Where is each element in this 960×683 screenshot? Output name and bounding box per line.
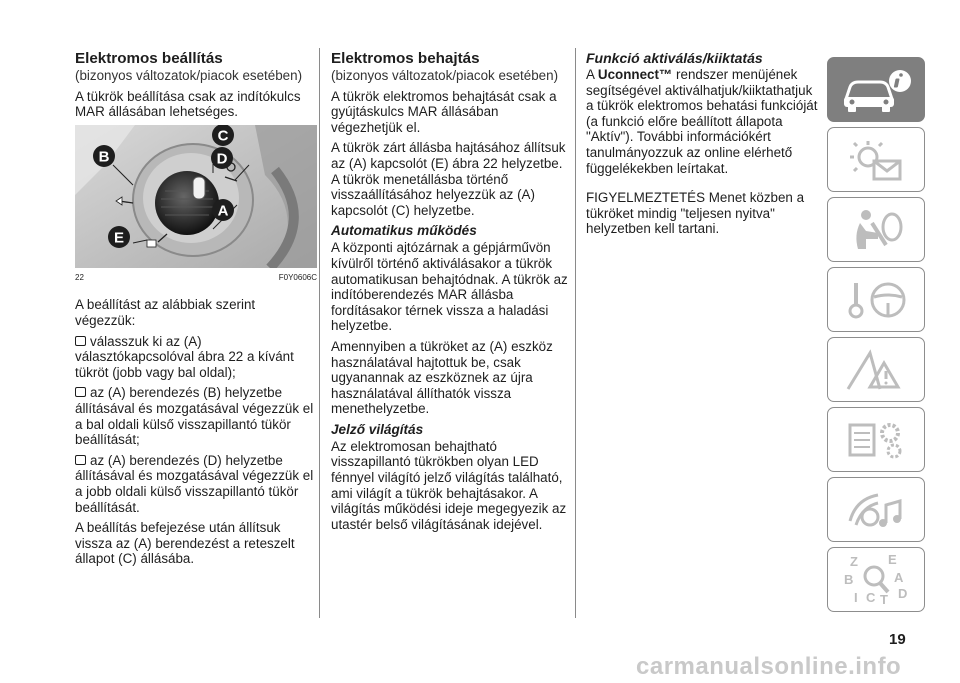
figure-number: 22	[75, 272, 84, 282]
closing-paragraph: A beállítás befejezése után állítsuk vissza az (A) berendezést a reteszelt állapot (C) állásába.	[75, 520, 295, 567]
index-letter: T	[880, 591, 888, 607]
figure-code: F0Y0606C	[278, 272, 317, 282]
bullet-text: az (A) berendezés (B) helyzetbe állításával és mozgatásával végezzük el a bal oldali külső visszapillantó tükör beállítását;	[75, 385, 314, 448]
tab-index[interactable]	[827, 547, 925, 612]
bullet-text: válasszuk ki az (A) választókapcsolóval ábra 22 a kívánt tükröt (jobb vagy bal oldal);	[75, 333, 294, 380]
index-letter: D	[898, 585, 908, 601]
car-info-icon	[836, 65, 916, 115]
section-subtitle: (bizonyos változatok/piacok esetében)	[331, 68, 559, 83]
text-prefix: A	[586, 67, 598, 82]
label-e: E	[113, 229, 125, 247]
paragraph: A tükrök elektromos behajtását csak a gyújtáskulcs MAR állásában végezhetjük el.	[331, 88, 557, 135]
tab-warning-lights[interactable]	[827, 127, 925, 192]
index-icon	[836, 552, 916, 608]
brand-name: Uconnect™	[597, 67, 673, 82]
index-letter: B	[844, 571, 854, 587]
watermark: carmanualsonline.info	[636, 653, 902, 680]
label-d: D	[216, 150, 228, 168]
mirror-switch-figure	[75, 125, 317, 268]
index-letter: Z	[850, 553, 858, 569]
steering-key-icon	[836, 275, 916, 325]
column-divider	[319, 48, 320, 618]
column-divider	[575, 48, 576, 618]
paragraph: A tükrök zárt állásba hajtásához állítsuk az (A) kapcsolót (E) ábra 22 helyzetbe. A tükrök menetállásba történő visszaállításához helyezzük az (A) kapcsolót (C) helyzetbe.	[331, 140, 566, 218]
checkbox-bullet-icon	[75, 387, 86, 397]
figure-caption	[75, 270, 317, 286]
index-letter: E	[888, 551, 897, 567]
text-rest: rendszer menüjének segítségével aktiválhatjuk/kiiktathatjuk a tükrök elektromos behatási funkcióját (a funkció előre beállított állapota "Aktív"). További információkért tanulmányozzuk az online elérhető függelékekben leírtakat.	[586, 67, 818, 176]
paragraph: Amennyiben a tükröket az (A) eszköz használatával hajtottuk be, csak ugyanannak az eszköznek az újra használatával állíthatók vissza menethelyzetbe.	[331, 338, 553, 417]
index-letter: C	[866, 589, 876, 605]
label-b: B	[98, 148, 110, 166]
mirror-switch-illustration	[75, 125, 317, 268]
index-letter: A	[894, 569, 904, 585]
heading-function-activation: Funkció aktiválás/kiiktatás	[586, 50, 763, 66]
checkbox-bullet-icon	[75, 336, 86, 346]
bullet-item	[75, 453, 317, 515]
section-subtitle: (bizonyos változatok/piacok esetében)	[75, 68, 303, 83]
bullet-item	[75, 334, 317, 381]
paragraph: Az elektromosan behajtható visszapillantó tükrökben olyan LED fénnyel világító jelző világítás található, ami világít a tükrök behajtásakor. A világítás működési ideje megegyezik az utastér belső világításának idejével.	[331, 438, 567, 532]
label-c: C	[217, 127, 229, 145]
tab-multimedia[interactable]	[827, 477, 925, 542]
middle-column	[331, 50, 568, 537]
left-column	[75, 50, 317, 572]
lead-paragraph: A beállítást az alábbiak szerint végezzük:	[75, 297, 256, 328]
section-title-electric-folding: Elektromos behajtás	[331, 50, 480, 67]
heading-signal-lighting: Jelző világítás	[331, 421, 424, 437]
checkbox-bullet-icon	[75, 455, 86, 465]
maintenance-icon	[836, 415, 916, 465]
section-title-electric-adjustment: Elektromos beállítás	[75, 50, 223, 67]
heading-automatic-operation: Automatikus működés	[331, 223, 477, 239]
paragraph	[586, 67, 822, 176]
bullet-item	[75, 385, 317, 447]
intro-paragraph: A tükrök beállítása csak az indítókulcs MAR állásában lehetséges.	[75, 88, 301, 120]
hazard-road-icon	[836, 345, 916, 395]
multimedia-icon	[836, 485, 916, 535]
label-a: A	[217, 202, 229, 220]
warning-lights-icon	[836, 135, 916, 185]
page-number: 19	[889, 631, 906, 648]
tab-safety[interactable]	[827, 197, 925, 262]
airbag-icon	[836, 205, 916, 255]
chapter-tabs	[827, 57, 925, 617]
right-column	[586, 50, 822, 242]
tab-emergency[interactable]	[827, 337, 925, 402]
warning-paragraph: FIGYELMEZTETÉS Menet közben a tükröket mindig "teljesen nyitva" helyzetben kell tartani.	[586, 190, 805, 237]
tab-maintenance[interactable]	[827, 407, 925, 472]
paragraph: A központi ajtózárnak a gépjárművön kívülről történő aktiválásakor a tükrök automatikusan behajtódnak. A tükrök az indítóberendezés MAR állásba fordításakor térnek vissza a haladási helyzetbe.	[331, 240, 568, 334]
tab-car-info[interactable]	[827, 57, 925, 122]
bullet-text: az (A) berendezés (D) helyzetbe állításával és mozgatásával végezzük el a jobb oldali külső visszapillantó tükör beállítását.	[75, 452, 314, 515]
tab-starting-driving[interactable]	[827, 267, 925, 332]
index-letter: I	[854, 589, 858, 605]
